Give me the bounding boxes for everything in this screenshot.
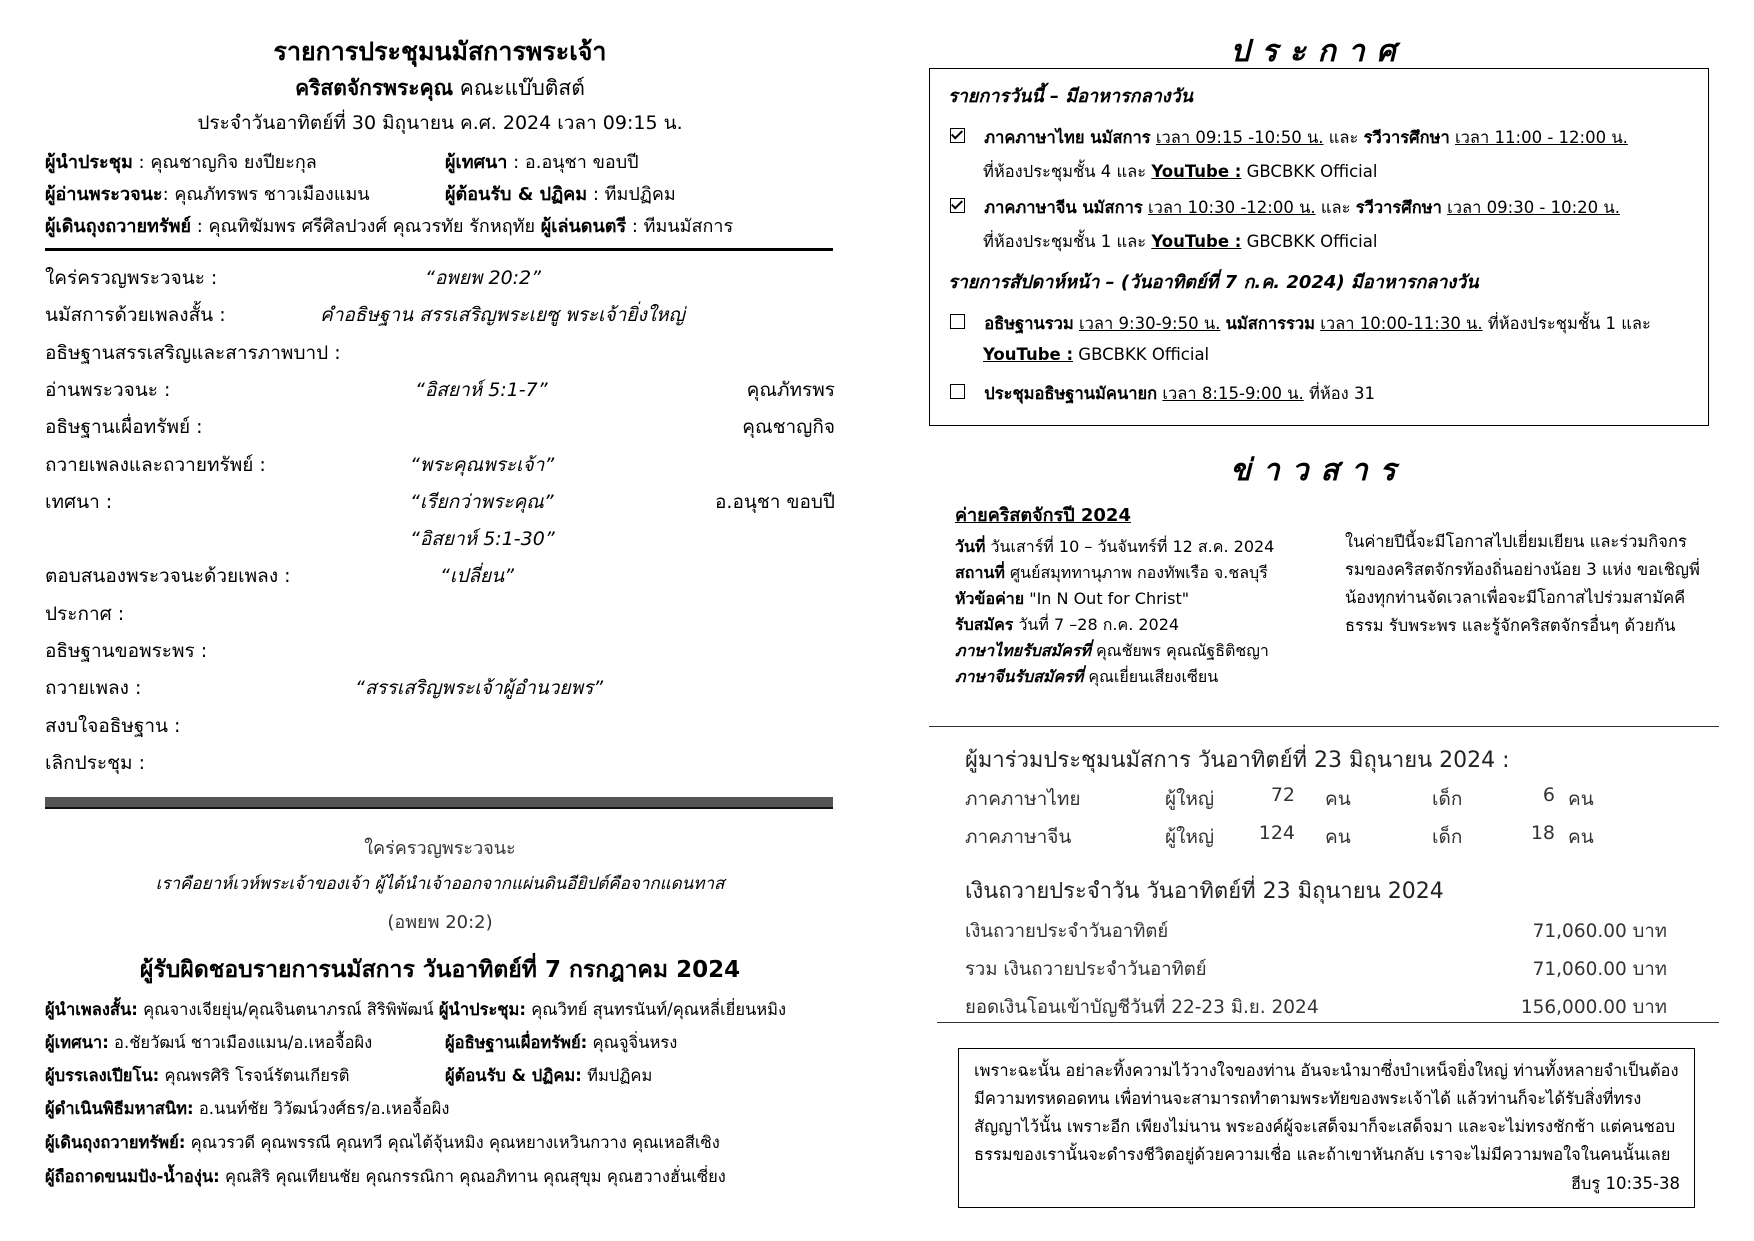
attendance-group: ภาคภาษาไทย xyxy=(965,788,1081,810)
offering-label: รวม เงินถวายประจำวันอาทิตย์ xyxy=(965,959,1207,980)
order-item-reference: คำอธิษฐาน สรรเสริญพระเยซู พระเจ้ายิ่งใหญ่ xyxy=(320,304,685,327)
offering-team-line xyxy=(45,211,733,240)
meeting-leader-label: ผู้นำประชุม: xyxy=(438,1000,526,1019)
attendance-children: 6 xyxy=(1542,784,1555,806)
unchecked-box-icon xyxy=(950,314,965,329)
offering-amount: 71,060.00 บาท xyxy=(1532,921,1667,942)
order-row xyxy=(45,375,835,409)
chinese-worship-time: เวลา 10:30 -12:00 น. xyxy=(1148,198,1316,217)
camp-topic xyxy=(955,586,1325,612)
communion-label: ผู้ดำเนินพิธีมหาสนิท: xyxy=(45,1099,194,1118)
news-title: ข่าวสาร xyxy=(1230,453,1408,488)
order-row xyxy=(45,524,835,558)
order-row xyxy=(45,300,835,334)
offering-team-label: ผู้เดินถุงถวายทรัพย์ xyxy=(45,216,191,237)
greeter-value: : ทีมปฏิคม xyxy=(587,184,676,205)
attendance-group: ภาคภาษาจีน xyxy=(965,826,1072,848)
offering-label: เงินถวายประจำวันอาทิตย์ xyxy=(965,921,1169,942)
sunday-school-label: รวีวารศึกษา xyxy=(1355,198,1442,217)
meditation-ref: (อพยพ 20:2) xyxy=(387,912,493,933)
music-value: : ทีมนมัสการ xyxy=(626,216,734,237)
order-row xyxy=(45,599,835,633)
order-item-person: คุณภัทรพร xyxy=(746,378,835,401)
next-week-line-2b xyxy=(445,1030,677,1056)
announcement-item-thai xyxy=(950,125,1690,185)
camp-reg-label: รับสมัคร xyxy=(955,615,1014,634)
camp-details xyxy=(955,534,1325,690)
leader-label: ผู้นำประชุม xyxy=(45,152,133,173)
order-item-label: อธิษฐานขอพระพร : xyxy=(45,640,208,662)
order-row xyxy=(45,487,835,521)
camp-thai-contact xyxy=(955,638,1325,664)
next-offering-value: คุณวรวดี คุณพรรณี คุณทวี คุณไต้จุ้นหมิง คุณหยางเหวินกวาง คุณเหอสีเซิง xyxy=(185,1133,720,1152)
thai-contact-value: คุณชัยพร คุณณัฐธิติชญา xyxy=(1090,641,1269,660)
attendance-child-label: เด็ก xyxy=(1432,788,1463,810)
sunday-school-time: เวลา 09:30 - 10:20 น. xyxy=(1447,198,1620,217)
attendance-children: 18 xyxy=(1530,822,1555,844)
camp-heading: ค่ายคริสตจักรปี 2024 xyxy=(955,505,1131,526)
deacon-prayer-time: เวลา 8:15-9:00 น. xyxy=(1162,384,1304,403)
order-item-label: นมัสการด้วยเพลงสั้น : xyxy=(45,304,226,327)
communion-servers-label: ผู้ถือถาดขนมปัง-น้ำองุ่น: xyxy=(45,1167,220,1186)
reader-label: ผู้อ่านพระวจนะ xyxy=(45,184,163,205)
order-row xyxy=(45,636,835,670)
sunday-school-time: เวลา 11:00 - 12:00 น. xyxy=(1455,128,1628,147)
reader-line xyxy=(45,179,370,208)
order-row xyxy=(45,412,835,446)
scripture-ref: ฮีบรู 10:35-38 xyxy=(1565,1171,1680,1197)
today-heading: รายการวันนี้ – มีอาหารกลางวัน xyxy=(948,86,1193,107)
location-text: ที่ห้องประชุมชั้น 4 และ xyxy=(983,162,1152,181)
offering-team-value: : คุณทิฆัมพร ศรีศิลปวงศ์ คุณวรทัย รักหฤทัย xyxy=(191,216,536,237)
deacon-prayer-label: ประชุมอธิษฐานมัคนายก xyxy=(984,384,1158,403)
location-text: ที่ห้องประชุมชั้น 1 และ xyxy=(1482,314,1651,333)
order-item-reference: “สรรเสริญพระเจ้าผู้อำนวยพร” xyxy=(355,677,604,700)
order-item-reference: “เปลี่ยน” xyxy=(440,565,515,588)
camp-place-value: ศูนย์สมุททานุภาพ กองทัพเรือ จ.ชลบุรี xyxy=(1004,563,1268,582)
order-item-reference: “พระคุณพระเจ้า” xyxy=(410,453,555,476)
announcement-item-deacons xyxy=(950,381,1690,407)
divider xyxy=(937,1022,1719,1023)
next-week-line-3 xyxy=(45,1063,350,1089)
greeter-line xyxy=(445,179,676,208)
reader-value: : คุณภัทรพร ชาวเมืองแมน xyxy=(162,184,370,205)
divider xyxy=(45,248,833,251)
camp-chinese-contact xyxy=(955,664,1325,690)
order-item-label: อ่านพระวจนะ : xyxy=(45,378,171,401)
next-preacher-value: อ.ชัยวัฒน์ ชาวเมืองแมน/อ.เหอจื้อผิง xyxy=(108,1033,373,1052)
next-greeter-label: ผู้ต้อนรับ & ปฏิคม: xyxy=(445,1066,582,1085)
chinese-location xyxy=(983,229,1690,255)
camp-reg-value: วันที่ 7 –28 ก.ค. 2024 xyxy=(1013,615,1180,634)
order-item-label: ตอบสนองพระวจนะด้วยเพลง : xyxy=(45,565,291,588)
attendance-unit1: คน xyxy=(1325,788,1351,810)
church-name-bold: คริสตจักรพระคุณ xyxy=(295,76,454,100)
preacher-line xyxy=(445,147,639,176)
pianist-label: ผู้บรรเลงเปียโน: xyxy=(45,1066,160,1085)
order-item-label: เลิกประชุม : xyxy=(45,751,145,774)
youtube-channel: GBCBKK Official xyxy=(1073,345,1210,364)
offering-title: เงินถวายประจำวัน วันอาทิตย์ที่ 23 มิถุนายน 2024 xyxy=(965,879,1444,904)
order-row xyxy=(45,711,835,745)
scripture-text: เพราะฉะนั้น อย่าละทิ้งความไว้วางใจของท่าน อันจะนำมาซึ่งบำเหน็จยิ่งใหญ่ ท่านทั้งหลายจำเป็นต้องมีความทรหดอดทน เพื่อท่านจะสามารถทำตามพระทัยของพระเจ้าได้ แล้วท่านก็จะได้รับสิ่งที่ทรงสัญญาไว้นั้น เพราะอีก เพียงไม่นาน พระองค์ผู้จะเสด็จมาก็จะเสด็จมา และจะไม่ทรงชักช้า แต่คนชอบธรรมของเรานั้นจะดำรงชีวิตอยู่ด้วยความเชื่อ และถ้าเขาหันกลับ เราจะไม่มีความพอใจในคนนั้นเลย xyxy=(974,1061,1679,1164)
meditation-heading: ใคร่ครวญพระวจนะ xyxy=(364,838,516,859)
attendance-unit2: คน xyxy=(1568,788,1594,810)
youtube-label: YouTube : xyxy=(1151,162,1242,181)
service-title: รายการประชุมนมัสการพระเจ้า xyxy=(273,37,607,66)
order-item-reference: “เรียกว่าพระคุณ” xyxy=(410,490,554,513)
camp-topic-label: หัวข้อค่าย xyxy=(955,589,1025,608)
attendance-unit2: คน xyxy=(1568,826,1594,848)
order-item-label: ถวายเพลง : xyxy=(45,677,142,700)
song-leader-value: คุณจางเจียยุ่น/คุณจินตนาภรณ์ สิริพิพัฒน์ xyxy=(137,1000,434,1019)
camp-topic-value: "In N Out for Christ" xyxy=(1024,589,1190,608)
preacher-value: : อ.อนุชา ขอบปี xyxy=(507,152,639,173)
checked-box-icon xyxy=(950,198,965,213)
location-text: ที่ห้องประชุมชั้น 1 และ xyxy=(983,232,1152,251)
order-item-label: สงบใจอธิษฐาน : xyxy=(45,714,181,737)
next-offering-label: ผู้เดินถุงถวายทรัพย์: xyxy=(45,1133,186,1152)
service-date: ประจำวันอาทิตย์ที่ 30 มิถุนายน ค.ศ. 2024 เวลา 09:15 น. xyxy=(197,112,683,134)
order-item-reference: “อิสยาห์ 5:1-30” xyxy=(410,528,555,551)
offering-amount: 71,060.00 บาท xyxy=(1532,959,1667,980)
attendance-adults: 124 xyxy=(1258,822,1295,844)
camp-date-value: วันเสาร์ที่ 10 – วันจันทร์ที่ 12 ส.ค. 2024 xyxy=(985,537,1275,556)
leader-value: : คุณชาญกิจ ยงปียะกุล xyxy=(132,152,317,173)
next-week-line-4 xyxy=(45,1096,449,1122)
next-week-line-5 xyxy=(45,1130,720,1156)
attendance-title: ผู้มาร่วมประชุมนมัสการ วันอาทิตย์ที่ 23 มิถุนายน 2024 : xyxy=(965,748,1510,773)
preacher-label: ผู้เทศนา xyxy=(445,152,508,173)
order-item-label: อธิษฐานเผื่อทรัพย์ : xyxy=(45,416,203,439)
youtube-label: YouTube : xyxy=(1151,232,1242,251)
next-week-heading: รายการสัปดาห์หน้า – (วันอาทิตย์ที่ 7 ก.ค. 2024) มีอาหารกลางวัน xyxy=(948,272,1479,293)
church-denomination: คณะแบ๊บติสต์ xyxy=(453,76,585,100)
attendance-unit1: คน xyxy=(1325,826,1351,848)
scripture-box xyxy=(958,1048,1695,1208)
order-row xyxy=(45,561,835,595)
thai-contact-label: ภาษาไทยรับสมัครที่ xyxy=(955,641,1091,660)
camp-date xyxy=(955,534,1325,560)
attendance-child-label: เด็ก xyxy=(1432,826,1463,848)
greeter-label: ผู้ต้อนรับ & ปฏิคม xyxy=(445,184,588,205)
attendance-adult-label: ผู้ใหญ่ xyxy=(1165,826,1215,848)
order-item-label: เทศนา : xyxy=(45,490,113,513)
attendance-adult-label: ผู้ใหญ่ xyxy=(1165,788,1215,810)
leader-line xyxy=(45,147,317,176)
joint-worship-time: เวลา 10:00-11:30 น. xyxy=(1320,314,1483,333)
offering-label: ยอดเงินโอนเข้าบัญชีวันที่ 22-23 มิ.ย. 2024 xyxy=(965,997,1319,1018)
order-item-reference: “อพยพ 20:2” xyxy=(425,267,541,289)
thai-worship-label: ภาคภาษาไทย นมัสการ xyxy=(984,128,1151,147)
order-item-person: คุณชาญกิจ xyxy=(742,416,835,439)
communion-servers-value: คุณสิริ คุณเทียนชัย คุณกรรณิกา คุณอภิทาน คุณสุขุม คุณฮวางฮั่นเซี่ยง xyxy=(219,1167,726,1186)
and-text: และ xyxy=(1315,198,1356,217)
camp-description: ในค่ายปีนี้จะมีโอกาสไปเยี่ยมเยียน และร่วมกิจกรรมของคริสตจักรท้องถิ่นอย่างน้อย 3 แห่ง ขอเชิญพี่น้องทุกท่านจัดเวลาเพื่อจะมีโอกาสไปร่วมสามัคคีธรรม รับพระพร และรู้จักคริสตจักรอื่นๆ ด้วยกัน xyxy=(1345,532,1700,635)
camp-place-label: สถานที่ xyxy=(955,563,1005,582)
chinese-contact-label: ภาษาจีนรับสมัครที่ xyxy=(955,667,1084,686)
order-row xyxy=(45,263,835,297)
order-row xyxy=(45,450,835,484)
next-week-title: ผู้รับผิดชอบรายการนมัสการ วันอาทิตย์ที่ 7 กรกฎาคม 2024 xyxy=(139,957,741,983)
youtube-label: YouTube : xyxy=(983,345,1074,364)
camp-place xyxy=(955,560,1325,586)
next-week-line-3b xyxy=(445,1063,652,1089)
divider-band xyxy=(45,797,833,809)
joint-worship-label: นมัสการรวม xyxy=(1225,314,1315,333)
checked-box-icon xyxy=(950,128,965,143)
attendance-adults: 72 xyxy=(1270,784,1295,806)
announcements-box xyxy=(929,68,1709,426)
youtube-channel: GBCBKK Official xyxy=(1241,232,1378,251)
next-week-line-1 xyxy=(45,997,786,1023)
next-greeter-value: ทีมปฏิคม xyxy=(581,1066,653,1085)
next-week-line-6 xyxy=(45,1164,726,1190)
order-item-label: ถวายเพลงและถวายทรัพย์ : xyxy=(45,453,266,476)
meeting-leader-value: คุณวิทย์ สุนทรนันท์/คุณหลี่เยี่ยนหมิง xyxy=(525,1000,787,1019)
order-item-label: ใคร่ครวญพระวจนะ : xyxy=(45,267,218,289)
thai-location xyxy=(983,159,1690,185)
chinese-contact-value: คุณเยี่ยนเสียงเซียน xyxy=(1083,667,1219,686)
pianist-value: คุณพรศิริ โรจน์รัตนเกียรติ xyxy=(159,1066,350,1085)
music-label: ผู้เล่นดนตรี xyxy=(540,216,627,237)
order-item-label: ประกาศ : xyxy=(45,602,125,625)
announcement-item-chinese xyxy=(950,195,1690,255)
unchecked-box-icon xyxy=(950,384,965,399)
youtube-channel: GBCBKK Official xyxy=(1241,162,1378,181)
next-preacher-label: ผู้เทศนา: xyxy=(45,1033,109,1052)
next-week-line-2 xyxy=(45,1030,372,1056)
order-item-label: อธิษฐานสรรเสริญและสารภาพบาป : xyxy=(45,341,341,364)
joint-location xyxy=(983,345,1690,364)
offering-prayer-label: ผู้อธิษฐานเผื่อทรัพย์: xyxy=(445,1033,588,1052)
church-name xyxy=(0,72,880,105)
order-item-person: อ.อนุชา ขอบปี xyxy=(715,490,835,513)
meditation-verse: เราคือยาห์เวห์พระเจ้าของเจ้า ผู้ได้นำเจ้าออกจากแผ่นดินอียิปต์คือจากแดนทาส xyxy=(155,874,725,894)
thai-worship-time: เวลา 09:15 -10:50 น. xyxy=(1155,128,1324,147)
song-leader-label: ผู้นำเพลงสั้น: xyxy=(45,1000,138,1019)
joint-prayer-label: อธิษฐานรวม xyxy=(984,314,1074,333)
order-row xyxy=(45,748,835,782)
chinese-worship-label: ภาคภาษาจีน นมัสการ xyxy=(984,198,1143,217)
announcement-item-joint xyxy=(950,311,1690,364)
order-item-reference: “อิสยาห์ 5:1-7” xyxy=(415,378,548,401)
and-text: และ xyxy=(1323,128,1364,147)
divider xyxy=(929,726,1719,727)
camp-date-label: วันที่ xyxy=(955,537,986,556)
order-row xyxy=(45,338,835,372)
sunday-school-label: รวีวารศึกษา xyxy=(1363,128,1450,147)
joint-prayer-time: เวลา 9:30-9:50 น. xyxy=(1079,314,1221,333)
communion-value: อ.นนท์ชัย วิวัฒน์วงศ์ธร/อ.เหอจื้อผิง xyxy=(193,1099,450,1118)
offering-amount: 156,000.00 บาท xyxy=(1520,997,1667,1018)
announcements-title: ประกาศ xyxy=(1230,34,1408,69)
room-text: ที่ห้อง 31 xyxy=(1303,384,1375,403)
order-row xyxy=(45,673,835,707)
camp-registration xyxy=(955,612,1325,638)
offering-prayer-value: คุณจูจิ่นหรง xyxy=(587,1033,678,1052)
